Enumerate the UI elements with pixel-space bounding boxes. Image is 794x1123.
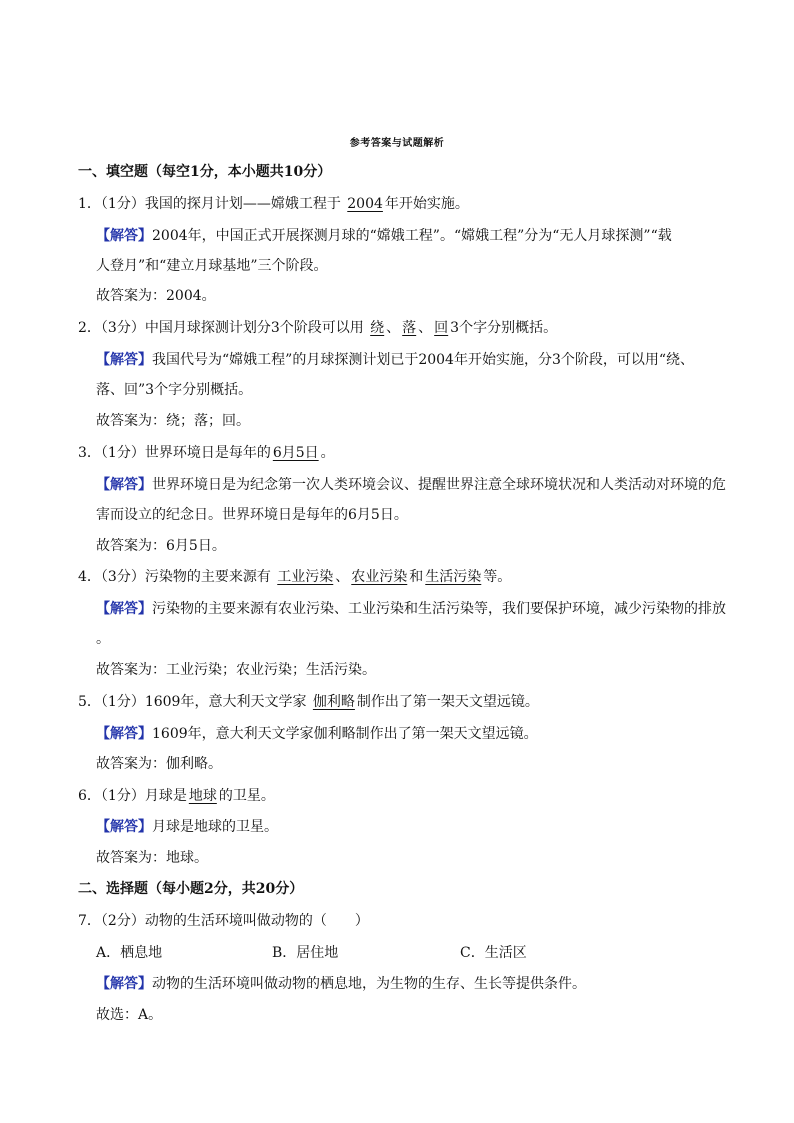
answer-blank: 2004 <box>347 196 383 212</box>
explanation-4-cont: 。 <box>96 631 110 647</box>
final-answer-2: 故答案为：绕；落；回。 <box>96 413 250 429</box>
answer-blank: 绕 <box>370 320 385 336</box>
options-7 <box>96 943 756 963</box>
explanation-1-cont: 人登月”和“建立月球基地”三个阶段。 <box>96 258 328 274</box>
answer-tag: 【解答】 <box>96 601 152 617</box>
answer-tag: 【解答】 <box>96 228 152 244</box>
explanation-4: 【解答】污染物的主要来源有农业污染、工业污染和生活污染等，我们要保护环境，减少污染物的排放 <box>96 601 726 617</box>
final-answer-5: 故答案为：伽利略。 <box>96 756 222 772</box>
answer-blank: 地球 <box>188 788 217 804</box>
question-1: 1．（1分）我国的探月计划——嫦娥工程于 2004年开始实施。 <box>78 196 469 212</box>
answer-tag: 【解答】 <box>96 819 152 835</box>
option-a: A．栖息地 <box>96 945 163 961</box>
question-3: 3．（1分）世界环境日是每年的6月5日。 <box>78 445 335 461</box>
explanation-2-cont: 落、回”3个字分别概括。 <box>96 382 253 398</box>
explanation-3: 【解答】世界环境日是为纪念第一次人类环境会议、提醒世界注意全球环境状况和人类活动对环境的危 <box>96 477 726 493</box>
question-6: 6．（1分）月球是地球的卫星。 <box>78 788 275 804</box>
answer-blank: 回 <box>434 320 449 336</box>
final-answer-6: 故答案为：地球。 <box>96 850 208 866</box>
answer-tag: 【解答】 <box>96 976 152 992</box>
answer-blank: 农业污染 <box>351 569 408 585</box>
question-4: 4．（3分）污染物的主要来源有 工业污染、农业污染和生活污染等。 <box>78 569 512 585</box>
explanation-5: 【解答】1609年，意大利天文学家伽利略制作出了第一架天文望远镜。 <box>96 726 538 742</box>
final-answer-4: 故答案为：工业污染；农业污染；生活污染。 <box>96 662 376 678</box>
answer-tag: 【解答】 <box>96 477 152 493</box>
answer-tag: 【解答】 <box>96 726 152 742</box>
option-b: B．居住地 <box>272 945 339 961</box>
final-answer-7: 故选：A。 <box>96 1007 163 1023</box>
final-answer-3: 故答案为：6月5日。 <box>96 538 226 554</box>
answer-blank: 生活污染 <box>425 569 482 585</box>
answer-blank: 落 <box>402 320 417 336</box>
section-heading-fill-blank: 一、填空题（每空1分，本小题共10分） <box>78 164 332 180</box>
answer-blank: 伽利略 <box>312 694 355 710</box>
final-answer-1: 故答案为：2004。 <box>96 288 216 304</box>
explanation-2: 【解答】我国代号为“嫦娥工程”的月球探测计划已于2004年开始实施，分3个阶段，可以用“绕、 <box>96 352 695 368</box>
answer-blank: 工业污染 <box>277 569 334 585</box>
explanation-7: 【解答】动物的生活环境叫做动物的栖息地，为生物的生存、生长等提供条件。 <box>96 976 586 992</box>
explanation-6: 【解答】月球是地球的卫星。 <box>96 819 278 835</box>
explanation-3-cont: 害而设立的纪念日。世界环境日是每年的6月5日。 <box>96 507 408 523</box>
question-2: 2．（3分）中国月球探测计划分3个阶段可以用 绕、落、回3个字分别概括。 <box>78 320 558 336</box>
question-7: 7．（2分）动物的生活环境叫做动物的（ ） <box>78 913 369 929</box>
page-title: 参考答案与试题解析 <box>349 138 445 149</box>
section-heading-choice: 二、选择题（每小题2分，共20分） <box>78 881 304 897</box>
answer-blank: 6月5日 <box>272 445 319 461</box>
option-c: C．生活区 <box>460 945 527 961</box>
explanation-1: 【解答】2004年，中国正式开展探测月球的“嫦娥工程”。“嫦娥工程”分为“无人月球探测”“载 <box>96 228 672 244</box>
question-5: 5．（1分）1609年，意大利天文学家 伽利略制作出了第一架天文望远镜。 <box>78 694 539 710</box>
answer-tag: 【解答】 <box>96 352 152 368</box>
